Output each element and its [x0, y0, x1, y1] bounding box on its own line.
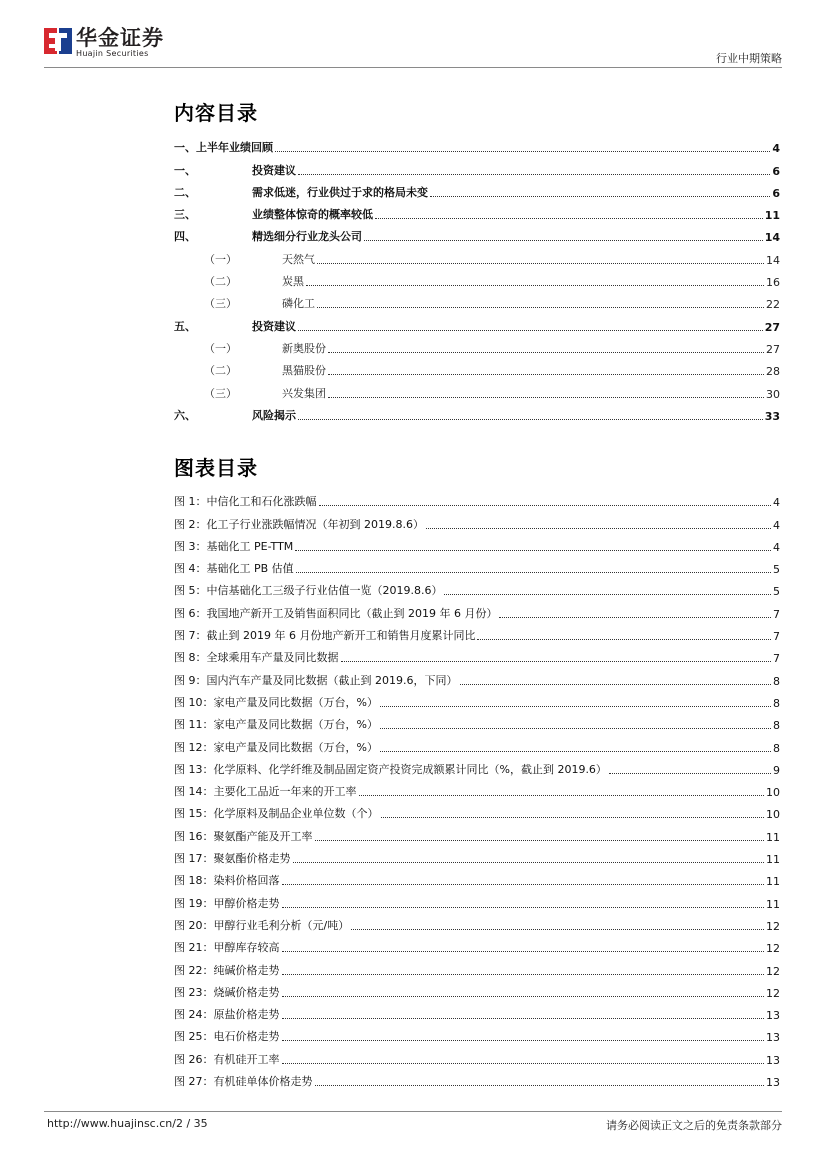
toc-entry[interactable]: [174, 244, 780, 266]
toc-entry-title: 磷化工: [282, 297, 315, 311]
dot-leader: [380, 751, 771, 752]
toc-entry-number: 四、: [174, 230, 196, 244]
toc-entry-page: 28: [766, 365, 780, 379]
dot-leader: [317, 307, 764, 308]
figure-entry-page: 13: [766, 1076, 780, 1090]
toc-entry-number: （三）: [204, 297, 237, 311]
dot-leader: [380, 706, 771, 707]
toc-title: 内容目录: [174, 101, 258, 125]
toc-entry[interactable]: [174, 267, 780, 289]
dot-leader: [298, 330, 763, 331]
header-divider: [44, 67, 782, 68]
figure-entry-title: 化学原料及制品企业单位数（个）: [213, 807, 379, 821]
toc-entry-number: （三）: [204, 386, 237, 400]
figure-entry[interactable]: [174, 576, 780, 598]
figure-entry-title: 家电产量及同比数据（万台，%）: [213, 695, 378, 709]
figure-entry-label: 图 24：: [174, 1008, 214, 1022]
figure-entry-title: 纯碱价格走势: [213, 963, 280, 977]
toc-entry-title: 投资建议: [252, 319, 296, 333]
dot-leader: [364, 240, 763, 241]
figure-entry-title: 染料价格回落: [213, 874, 280, 888]
figure-entry-title: 全球乘用车产量及同比数据: [206, 651, 339, 665]
toc-entry[interactable]: [174, 222, 780, 244]
dot-leader: [328, 397, 764, 398]
figure-entry-title: 有机硅开工率: [213, 1052, 280, 1066]
figure-entry-title: 截止到 2019 年 6 月份地产新开工和销售月度累计同比: [206, 629, 476, 643]
figure-entry-title: 烧碱价格走势: [213, 985, 280, 999]
dot-leader: [293, 862, 765, 863]
logo-name-cn: 华金证券: [76, 26, 164, 50]
figure-entry-title: 中信化工和石化涨跌幅: [206, 495, 317, 509]
figure-entry-label: 图 7：: [174, 629, 207, 643]
figure-entry[interactable]: [174, 799, 780, 821]
figure-entry-title: 电石价格走势: [213, 1030, 280, 1044]
figure-entry-label: 图 10：: [174, 695, 214, 709]
dot-leader: [315, 840, 765, 841]
figure-entry-page: 13: [766, 1009, 780, 1023]
figure-entry[interactable]: [174, 888, 780, 910]
figure-entry-page: 8: [773, 741, 780, 755]
figure-entry-title: 基础化工 PB 估值: [206, 562, 294, 576]
figure-entry-label: 图 9：: [174, 673, 207, 687]
figure-entry-title: 化工子行业涨跌幅情况（年初到 2019.8.6）: [206, 517, 424, 531]
dot-leader: [351, 929, 764, 930]
figure-entry-title: 聚氨酯价格走势: [213, 852, 291, 866]
toc-entry-title: 业绩整体惊奇的概率较低: [252, 208, 373, 222]
dot-leader: [282, 907, 765, 908]
toc-entry-number: 一、上半年业绩回顾: [174, 141, 273, 155]
figure-entry-page: 8: [773, 674, 780, 688]
dot-leader: [477, 639, 771, 640]
figure-list: [174, 487, 780, 1089]
footer-divider: [44, 1111, 782, 1112]
toc-entry-number: （二）: [204, 364, 237, 378]
figure-entry-page: 4: [773, 496, 780, 510]
page-header: [44, 26, 782, 66]
figure-entry[interactable]: [174, 1044, 780, 1066]
figure-entry-title: 中信基础化工三级子行业估值一览（2019.8.6）: [206, 584, 443, 598]
toc-entry-page: 27: [764, 320, 780, 334]
toc-entry[interactable]: [174, 334, 780, 356]
toc-entry-page: 30: [766, 387, 780, 401]
figure-entry-page: 8: [773, 719, 780, 733]
dot-leader: [282, 1040, 765, 1041]
toc-entry-number: 三、: [174, 208, 196, 222]
figure-entry-page: 9: [773, 763, 780, 777]
toc-entry-page: 14: [764, 231, 780, 245]
figure-entry-page: 11: [766, 853, 780, 867]
toc-entry-page: 33: [764, 409, 780, 423]
toc-entry-title: 精选细分行业龙头公司: [252, 230, 362, 244]
toc-entry[interactable]: [174, 133, 780, 155]
report-type: 行业中期策略: [716, 52, 782, 65]
figure-entry-label: 图 6：: [174, 606, 207, 620]
figure-entry-label: 图 20：: [174, 918, 214, 932]
toc-entry-title: 兴发集团: [282, 386, 326, 400]
footer-disclaimer: 请务必阅读正文之后的免责条款部分: [606, 1119, 782, 1132]
figure-entry-label: 图 5：: [174, 584, 207, 598]
toc-entry[interactable]: [174, 311, 780, 333]
toc-entry-title: 黑猫股份: [282, 364, 326, 378]
figure-entry-label: 图 16：: [174, 829, 214, 843]
toc-entry[interactable]: [174, 289, 780, 311]
figure-entry[interactable]: [174, 978, 780, 1000]
toc-entry-page: 16: [766, 276, 780, 290]
figure-entry[interactable]: [174, 1067, 780, 1089]
figure-entry[interactable]: [174, 821, 780, 843]
dot-leader: [359, 795, 765, 796]
figure-entry-page: 12: [766, 942, 780, 956]
figure-entry-title: 甲醇库存较高: [213, 941, 280, 955]
figure-entry[interactable]: [174, 532, 780, 554]
dot-leader: [282, 884, 765, 885]
figure-entry-title: 家电产量及同比数据（万台，%）: [213, 718, 378, 732]
dot-leader: [381, 817, 765, 818]
toc-entry-number: （一）: [204, 341, 237, 355]
figure-entry-title: 甲醇价格走势: [213, 896, 280, 910]
toc-entry[interactable]: [174, 401, 780, 423]
figure-entry-label: 图 14：: [174, 785, 214, 799]
figure-entry-page: 10: [766, 808, 780, 822]
figure-entry[interactable]: [174, 732, 780, 754]
figure-entry[interactable]: [174, 1022, 780, 1044]
toc-entry-number: 六、: [174, 408, 196, 422]
figure-entry-title: 甲醇行业毛利分析（元/吨）: [213, 918, 350, 932]
figure-entry-page: 11: [766, 875, 780, 889]
figure-entry-label: 图 22：: [174, 963, 214, 977]
figure-entry[interactable]: [174, 487, 780, 509]
figure-entry-page: 12: [766, 986, 780, 1000]
toc-entry-title: 新奥股份: [282, 341, 326, 355]
figure-entry-label: 图 8：: [174, 651, 207, 665]
dot-leader: [380, 728, 771, 729]
figure-entry-page: 5: [773, 563, 780, 577]
toc-entry[interactable]: [174, 155, 780, 177]
figure-entry[interactable]: [174, 933, 780, 955]
dot-leader: [499, 617, 771, 618]
figure-entry[interactable]: [174, 777, 780, 799]
figure-entry[interactable]: [174, 554, 780, 576]
figure-entry-label: 图 23：: [174, 985, 214, 999]
figure-entry[interactable]: [174, 665, 780, 687]
figure-entry-label: 图 3：: [174, 539, 207, 553]
dot-leader: [298, 174, 770, 175]
footer-page-info: 2 / 35: [175, 1117, 208, 1130]
dot-leader: [460, 684, 772, 685]
dot-leader: [275, 151, 770, 152]
dot-leader: [282, 974, 765, 975]
dot-leader: [282, 951, 765, 952]
figure-entry-page: 12: [766, 919, 780, 933]
figure-entry-page: 5: [773, 585, 780, 599]
toc-entry-page: 27: [766, 342, 780, 356]
toc-list: [174, 133, 780, 423]
figure-entry-label: 图 19：: [174, 896, 214, 910]
dot-leader: [317, 263, 764, 264]
toc-entry-page: 11: [764, 209, 780, 223]
dot-leader: [444, 594, 771, 595]
toc-entry[interactable]: [174, 200, 780, 222]
toc-entry-number: （一）: [204, 252, 237, 266]
figure-entry-label: 图 18：: [174, 874, 214, 888]
dot-leader: [609, 773, 771, 774]
toc-entry-page: 6: [772, 164, 780, 178]
dot-leader: [341, 661, 772, 662]
toc-entry[interactable]: [174, 356, 780, 378]
dot-leader: [426, 528, 771, 529]
toc-entry-page: 6: [772, 186, 780, 200]
figure-entry-label: 图 27：: [174, 1075, 214, 1089]
figure-entry-page: 8: [773, 696, 780, 710]
huajin-logo-icon: [44, 28, 72, 54]
figure-entry[interactable]: [174, 509, 780, 531]
dot-leader: [375, 218, 763, 219]
dot-leader: [430, 196, 770, 197]
figure-entry[interactable]: [174, 844, 780, 866]
figure-entry-label: 图 21：: [174, 941, 214, 955]
dot-leader: [282, 996, 765, 997]
dot-leader: [315, 1085, 765, 1086]
figure-entry-label: 图 4：: [174, 562, 207, 576]
footer-url[interactable]: http://www.huajinsc.cn/: [47, 1117, 176, 1130]
figure-entry[interactable]: [174, 911, 780, 933]
figure-entry[interactable]: [174, 955, 780, 977]
figure-entry-title: 国内汽车产量及同比数据（截止到 2019.6，下同）: [206, 673, 458, 687]
toc-entry-page: 22: [766, 298, 780, 312]
figure-entry[interactable]: [174, 866, 780, 888]
figure-entry-label: 图 13：: [174, 762, 214, 776]
figure-entry-title: 聚氨酯产能及开工率: [213, 829, 313, 843]
figure-entry-label: 图 12：: [174, 740, 214, 754]
toc-entry-page: 14: [766, 253, 780, 267]
dot-leader: [295, 550, 771, 551]
figure-entry[interactable]: [174, 1000, 780, 1022]
figure-entry-page: 13: [766, 1031, 780, 1045]
figure-entry[interactable]: [174, 598, 780, 620]
figure-entry-page: 7: [773, 607, 780, 621]
logo-name-en: Huajin Securities: [76, 49, 149, 58]
toc-entry-number: 一、: [174, 163, 196, 177]
toc-entry[interactable]: [174, 378, 780, 400]
toc-entry-number: 五、: [174, 319, 196, 333]
dot-leader: [298, 419, 763, 420]
figure-entry-title: 有机硅单体价格走势: [213, 1075, 313, 1089]
figure-entry-title: 基础化工 PE-TTM: [206, 539, 294, 553]
figure-entry-page: 4: [773, 540, 780, 554]
figure-entry-title: 家电产量及同比数据（万台，%）: [213, 740, 378, 754]
footer-url-page: [47, 1117, 208, 1130]
toc-entry-number: 二、: [174, 185, 196, 199]
figure-entry-page: 4: [773, 518, 780, 532]
figure-entry-page: 13: [766, 1053, 780, 1067]
figure-entry-label: 图 26：: [174, 1052, 214, 1066]
figure-entry-page: 7: [773, 630, 780, 644]
logo-text: [76, 28, 164, 58]
dot-leader: [328, 352, 764, 353]
figure-entry[interactable]: [174, 755, 780, 777]
figure-list-title: 图表目录: [174, 456, 258, 480]
figure-entry[interactable]: [174, 688, 780, 710]
figure-entry-page: 7: [773, 652, 780, 666]
figure-entry[interactable]: [174, 621, 780, 643]
figure-entry-title: 化学原料、化学纤维及制品固定资产投资完成额累计同比（%，截止到 2019.6）: [213, 762, 607, 776]
dot-leader: [328, 374, 764, 375]
figure-entry-label: 图 1：: [174, 495, 207, 509]
toc-entry-number: （二）: [204, 275, 237, 289]
figure-entry-page: 11: [766, 897, 780, 911]
figure-entry-page: 10: [766, 786, 780, 800]
figure-entry[interactable]: [174, 710, 780, 732]
toc-entry-title: 天然气: [282, 252, 315, 266]
figure-entry-page: 12: [766, 964, 780, 978]
figure-entry-label: 图 17：: [174, 852, 214, 866]
figure-entry-label: 图 15：: [174, 807, 214, 821]
toc-entry-page: 4: [772, 142, 780, 156]
figure-entry-label: 图 2：: [174, 517, 207, 531]
dot-leader: [282, 1018, 765, 1019]
dot-leader: [296, 572, 771, 573]
figure-entry-title: 我国地产新开工及销售面积同比（截止到 2019 年 6 月份）: [206, 606, 498, 620]
toc-entry-title: 风险揭示: [252, 408, 296, 422]
dot-leader: [306, 285, 764, 286]
figure-entry-title: 原盐价格走势: [213, 1008, 280, 1022]
figure-entry-title: 主要化工品近一年来的开工率: [213, 785, 357, 799]
figure-entry-label: 图 11：: [174, 718, 214, 732]
toc-entry[interactable]: [174, 178, 780, 200]
figure-entry-page: 11: [766, 830, 780, 844]
toc-entry-title: 投资建议: [252, 163, 296, 177]
toc-entry-title: 炭黑: [282, 275, 304, 289]
company-logo: [44, 28, 164, 58]
toc-entry-title: 需求低迷，行业供过于求的格局未变: [252, 185, 428, 199]
dot-leader: [282, 1063, 765, 1064]
figure-entry[interactable]: [174, 643, 780, 665]
figure-entry-label: 图 25：: [174, 1030, 214, 1044]
dot-leader: [319, 505, 772, 506]
